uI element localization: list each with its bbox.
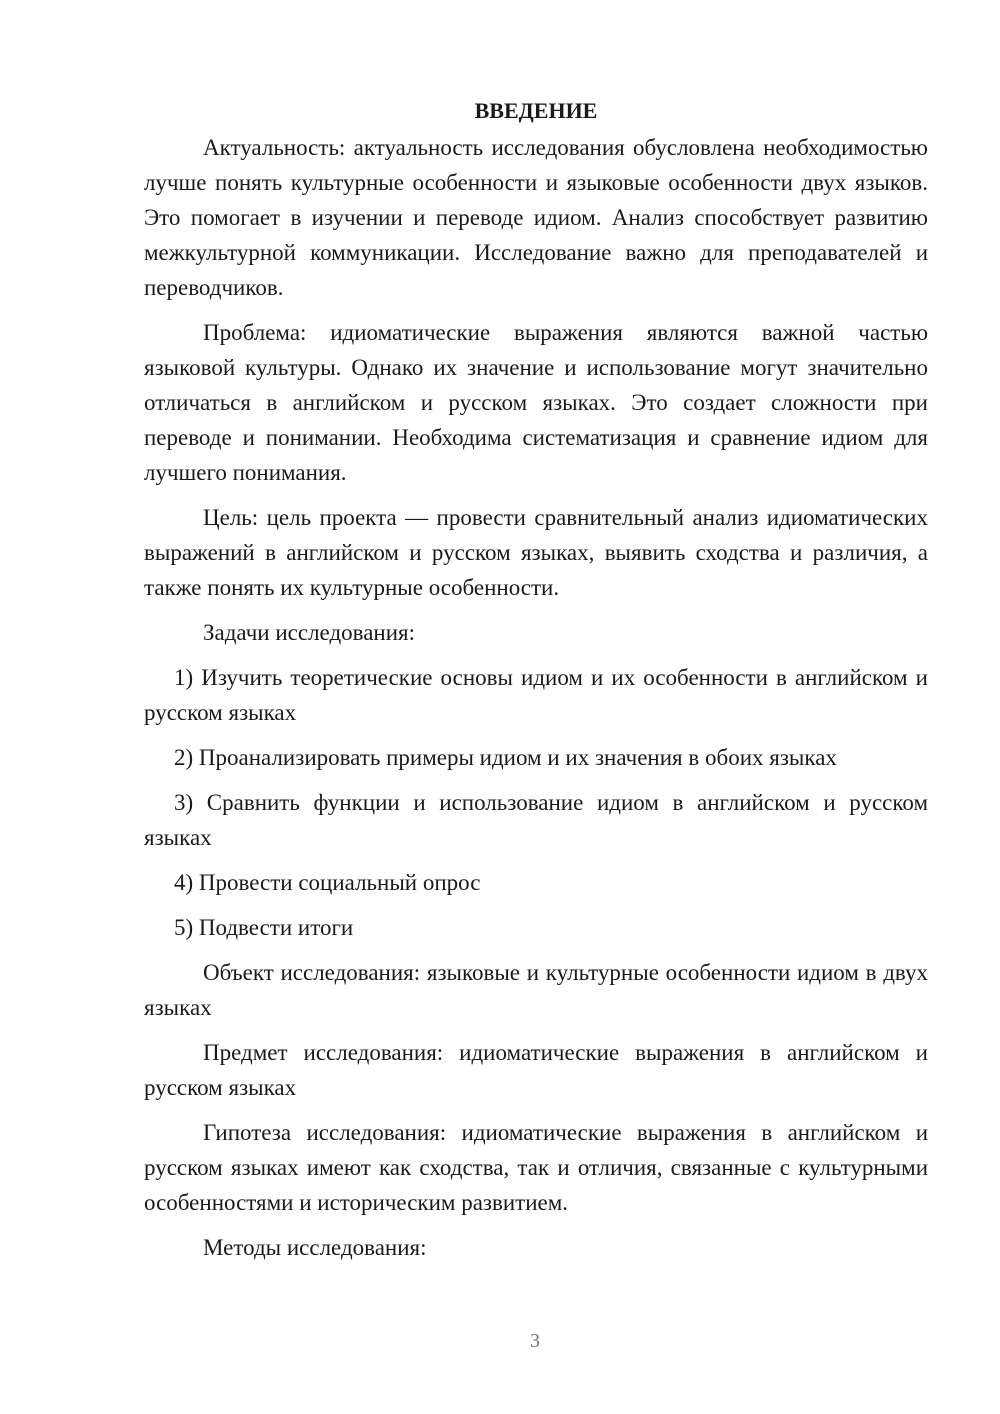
object-paragraph: Объект исследования: языковые и культурные особенности идиом в двух языках xyxy=(144,960,928,1020)
relevance-paragraph: Актуальность: актуальность исследования обусловлена необходимостью лучше понять культурные особенности и языковые особенности двух языков. Это помогает в изучении и переводе идиом. Анализ способствует развитию межкультурной коммуникации. Исследование важно для преподавателей и переводчиков. xyxy=(144,135,928,300)
hypothesis-paragraph: Гипотеза исследования: идиоматические выражения в английском и русском языках имеют как сходства, так и отличия, связанные с культурными особенностями и историческим развитием. xyxy=(144,1120,928,1215)
tasks-list xyxy=(144,660,928,945)
document-page xyxy=(144,96,928,1275)
task-item: 2) Проанализировать примеры идиом и их значения в обоих языках xyxy=(174,745,837,770)
subject-paragraph: Предмет исследования: идиоматические выражения в английском и русском языках xyxy=(144,1040,928,1100)
methods-heading: Методы исследования: xyxy=(203,1235,427,1260)
problem-paragraph: Проблема: идиоматические выражения являются важной частью языковой культуры. Однако их значение и использование могут значительно отличаться в английском и русском языках. Это создает сложности при переводе и понимании. Необходима систематизация и сравнение идиом для лучшего понимания. xyxy=(144,320,928,485)
page-number: 3 xyxy=(530,1330,540,1352)
task-item: 1) Изучить теоретические основы идиом и их особенности в английском и русском языках xyxy=(144,665,928,725)
task-item: 5) Подвести итоги xyxy=(174,915,354,940)
task-item: 4) Провести социальный опрос xyxy=(174,870,481,895)
page-title: ВВЕДЕНИЕ xyxy=(474,98,598,123)
tasks-heading: Задачи исследования: xyxy=(203,620,416,645)
goal-paragraph: Цель: цель проекта — провести сравнительный анализ идиоматических выражений в английском и русском языках, выявить сходства и различия, а также понять их культурные особенности. xyxy=(144,505,928,600)
task-item: 3) Сравнить функции и использование идиом в английском и русском языках xyxy=(144,790,928,850)
